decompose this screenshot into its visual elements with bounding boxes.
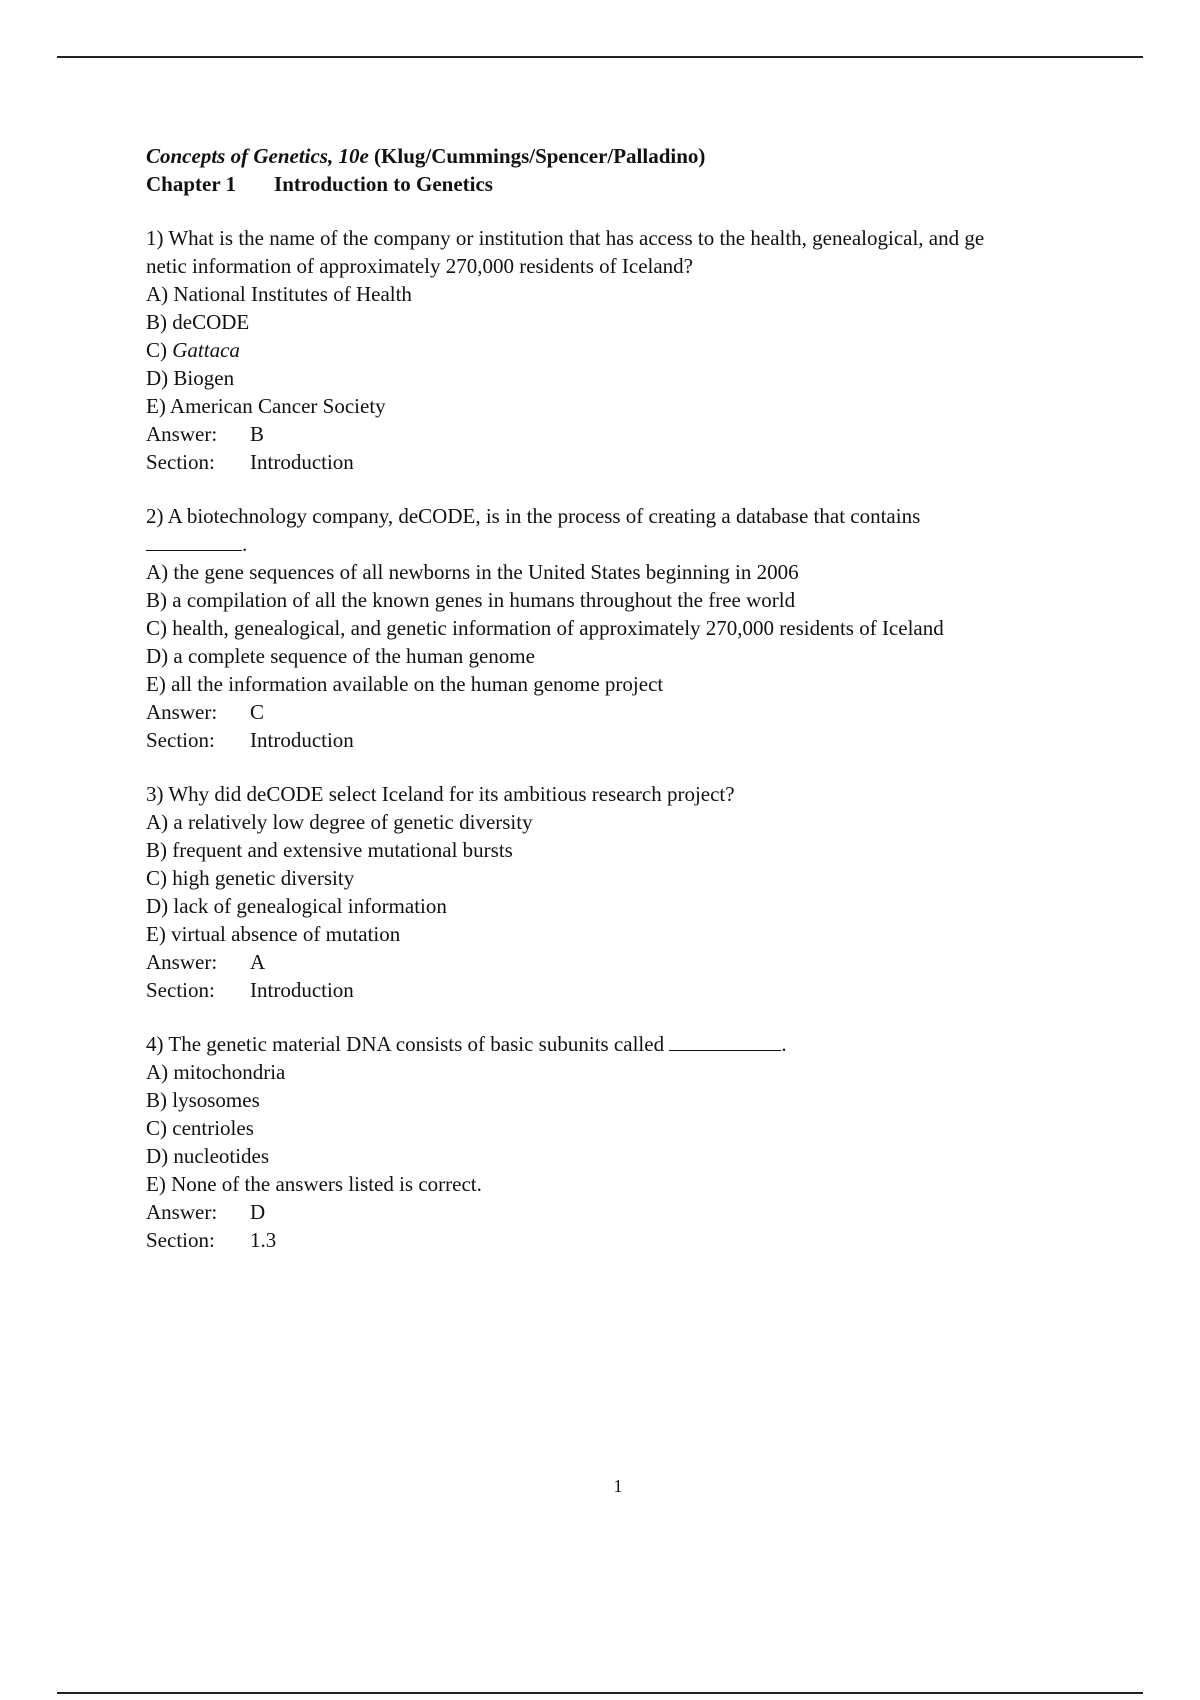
option-c-italic-text: Gattaca [172,338,240,362]
option-c: C) high genetic diversity [146,866,355,890]
section-line [146,1226,1086,1254]
answer-blank [146,532,242,551]
answer-line [146,1198,1086,1226]
option-b: B) a compilation of all the known genes in humans throughout the free world [146,588,796,612]
chapter-heading [146,170,1086,198]
answer-value: A [250,950,266,974]
option-d: D) a complete sequence of the human genome [146,644,535,668]
section-label: Section: [146,978,215,1002]
option-d: D) nucleotides [146,1144,270,1168]
option-a: A) the gene sequences of all newborns in the United States beginning in 2006 [146,560,799,584]
option-e: E) American Cancer Society [146,394,386,418]
option-b: B) frequent and extensive mutational bursts [146,838,513,862]
book-title: Concepts of Genetics, 10e [146,144,369,168]
answer-line [146,948,1086,976]
option-c: C) centrioles [146,1116,254,1140]
answer-value: B [250,422,265,446]
option-c-prefix: C) [146,338,173,362]
option-a: A) mitochondria [146,1060,286,1084]
question-stem: 4) The genetic material DNA consists of basic subunits called [146,1032,665,1056]
section-line [146,726,1086,754]
stem-end: . [781,1032,787,1056]
answer-label: Answer: [146,422,218,446]
section-label: Section: [146,1228,215,1252]
question-stem-line [146,1030,1086,1058]
book-authors: (Klug/Cummings/Spencer/Palladino) [374,144,706,168]
option-b: B) deCODE [146,310,250,334]
answer-blank-line [146,530,1086,558]
question-1 [146,224,1086,476]
document-body [146,142,1086,1254]
answer-value: C [250,700,265,724]
question-stem: 1) What is the name of the company or institution that has access to the health, genealogical, and ge [146,226,985,250]
section-value: Introduction [250,978,354,1002]
page-number: 1 [613,1476,623,1496]
bottom-rule [57,1692,1143,1694]
section-value: Introduction [250,728,354,752]
question-stem-continued: netic information of approximately 270,000 residents of Iceland? [146,254,693,278]
section-label: Section: [146,450,215,474]
option-c [146,336,1086,364]
option-b: B) lysosomes [146,1088,260,1112]
option-e: E) None of the answers listed is correct. [146,1172,482,1196]
section-value: 1.3 [250,1228,277,1252]
stem-end: . [242,532,248,556]
book-header [146,142,1086,170]
option-e: E) virtual absence of mutation [146,922,401,946]
option-e: E) all the information available on the human genome project [146,672,664,696]
question-3 [146,780,1086,1004]
section-value: Introduction [250,450,354,474]
top-rule [57,56,1143,58]
chapter-title: Introduction to Genetics [274,172,493,196]
answer-label: Answer: [146,950,218,974]
answer-blank [669,1032,781,1051]
option-d: D) Biogen [146,366,235,390]
question-stem: 2) A biotechnology company, deCODE, is in the process of creating a database that contains [146,504,921,528]
question-stem: 3) Why did deCODE select Iceland for its ambitious research project? [146,782,735,806]
answer-label: Answer: [146,1200,218,1224]
option-a: A) National Institutes of Health [146,282,412,306]
option-d: D) lack of genealogical information [146,894,447,918]
section-line [146,976,1086,1004]
answer-value: D [250,1200,266,1224]
option-c: C) health, genealogical, and genetic information of approximately 270,000 residents of Iceland [146,616,944,640]
chapter-label: Chapter 1 [146,172,237,196]
question-4 [146,1030,1086,1254]
answer-line [146,420,1086,448]
question-2 [146,502,1086,754]
answer-line [146,698,1086,726]
answer-label: Answer: [146,700,218,724]
section-line [146,448,1086,476]
option-a: A) a relatively low degree of genetic diversity [146,810,533,834]
section-label: Section: [146,728,215,752]
